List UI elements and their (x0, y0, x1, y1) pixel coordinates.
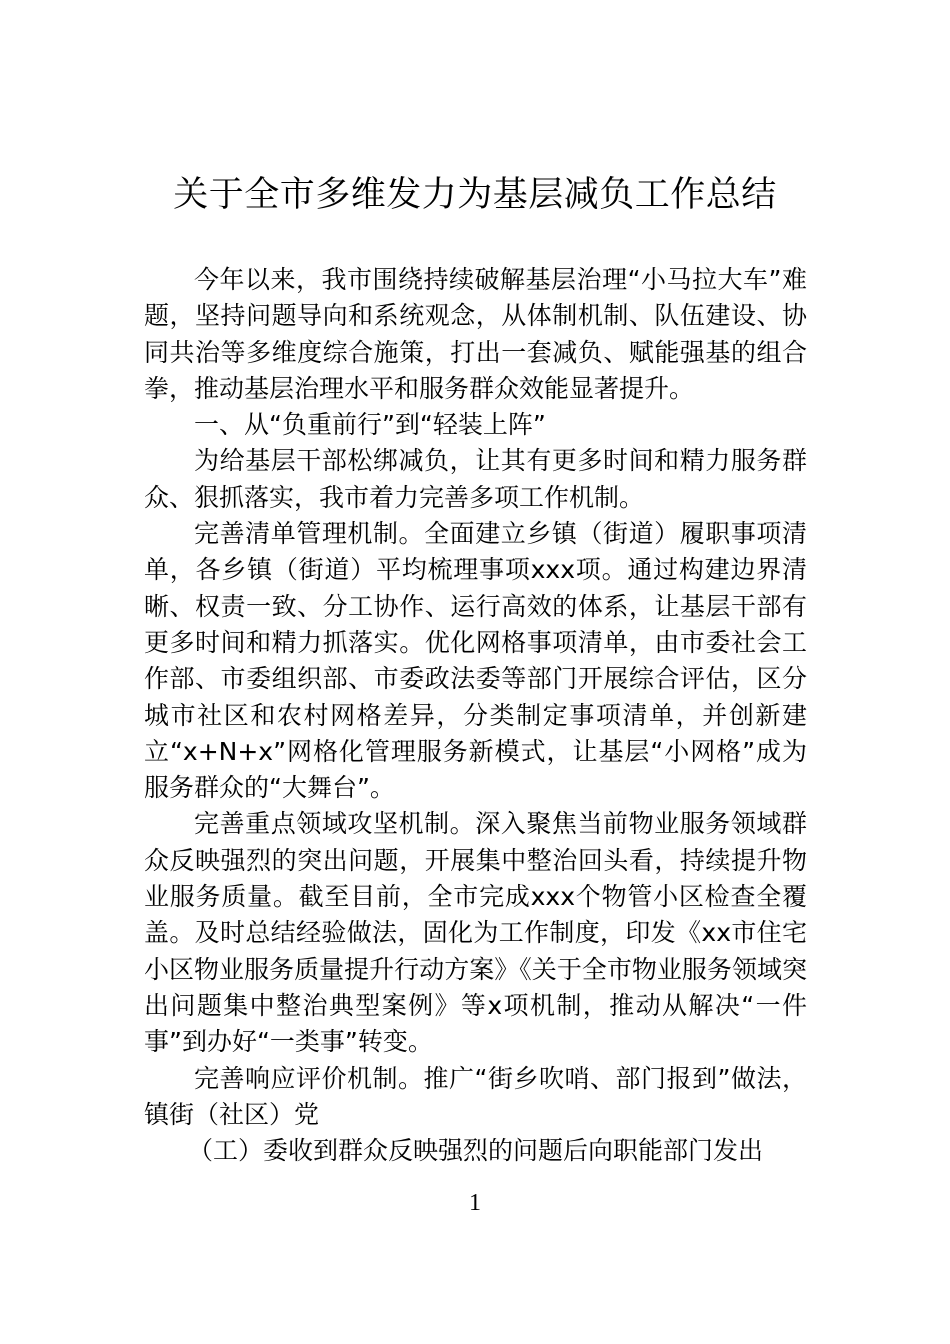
section-heading: 一、从“负重前行”到“轻装上阵” (194, 410, 546, 440)
section-intro-paragraph: 为给基层干部松绑减负，让其有更多时间和精力服务群众、狠抓落实，我市着力完善多项工作机制。 (144, 446, 807, 512)
page-number: 1 (469, 1190, 481, 1216)
continuation-paragraph: （工）委收到群众反映强烈的问题后向职能部门发出 (188, 1136, 764, 1166)
document-body (144, 262, 807, 1169)
document-title: 关于全市多维发力为基层减负工作总结 (173, 175, 777, 215)
response-mechanism-paragraph: 完善响应评价机制。推广“街乡吹哨、部门报到”做法，镇街（社区）党 (144, 1063, 807, 1129)
intro-paragraph: 今年以来，我市围绕持续破解基层治理“小马拉大车”难题，坚持问题导向和系统观念，从体制机制、队伍建设、协同共治等多维度综合施策，打出一套减负、赋能强基的组合拳，推动基层治理水平和服务群众效能显著提升。 (144, 265, 807, 403)
list-mechanism-paragraph: 完善清单管理机制。全面建立乡镇（街道）履职事项清单，各乡镇（街道）平均梳理事项xxx项。通过构建边界清晰、权责一致、分工协作、运行高效的体系，让基层干部有更多时间和精力抓落实。优化网格事项清单，由市委社会工作部、市委组织部、市委政法委等部门开展综合评估，区分城市社区和农村网格差异，分类制定事项清单，并创新建立“x+N+x”网格化管理服务新模式，让基层“小网格”成为服务群众的“大舞台”。 (144, 519, 807, 803)
key-area-mechanism-paragraph: 完善重点领域攻坚机制。深入聚焦当前物业服务领域群众反映强烈的突出问题，开展集中整治回头看，持续提升物业服务质量。截至目前，全市完成xxx个物管小区检查全覆盖。及时总结经验做法，固化为工作制度，印发《xx市住宅小区物业服务质量提升行动方案》《关于全市物业服务领域突出问题集中整治典型案例》等x项机制，推动从解决“一件事”到办好“一类事”转变。 (144, 809, 807, 1057)
